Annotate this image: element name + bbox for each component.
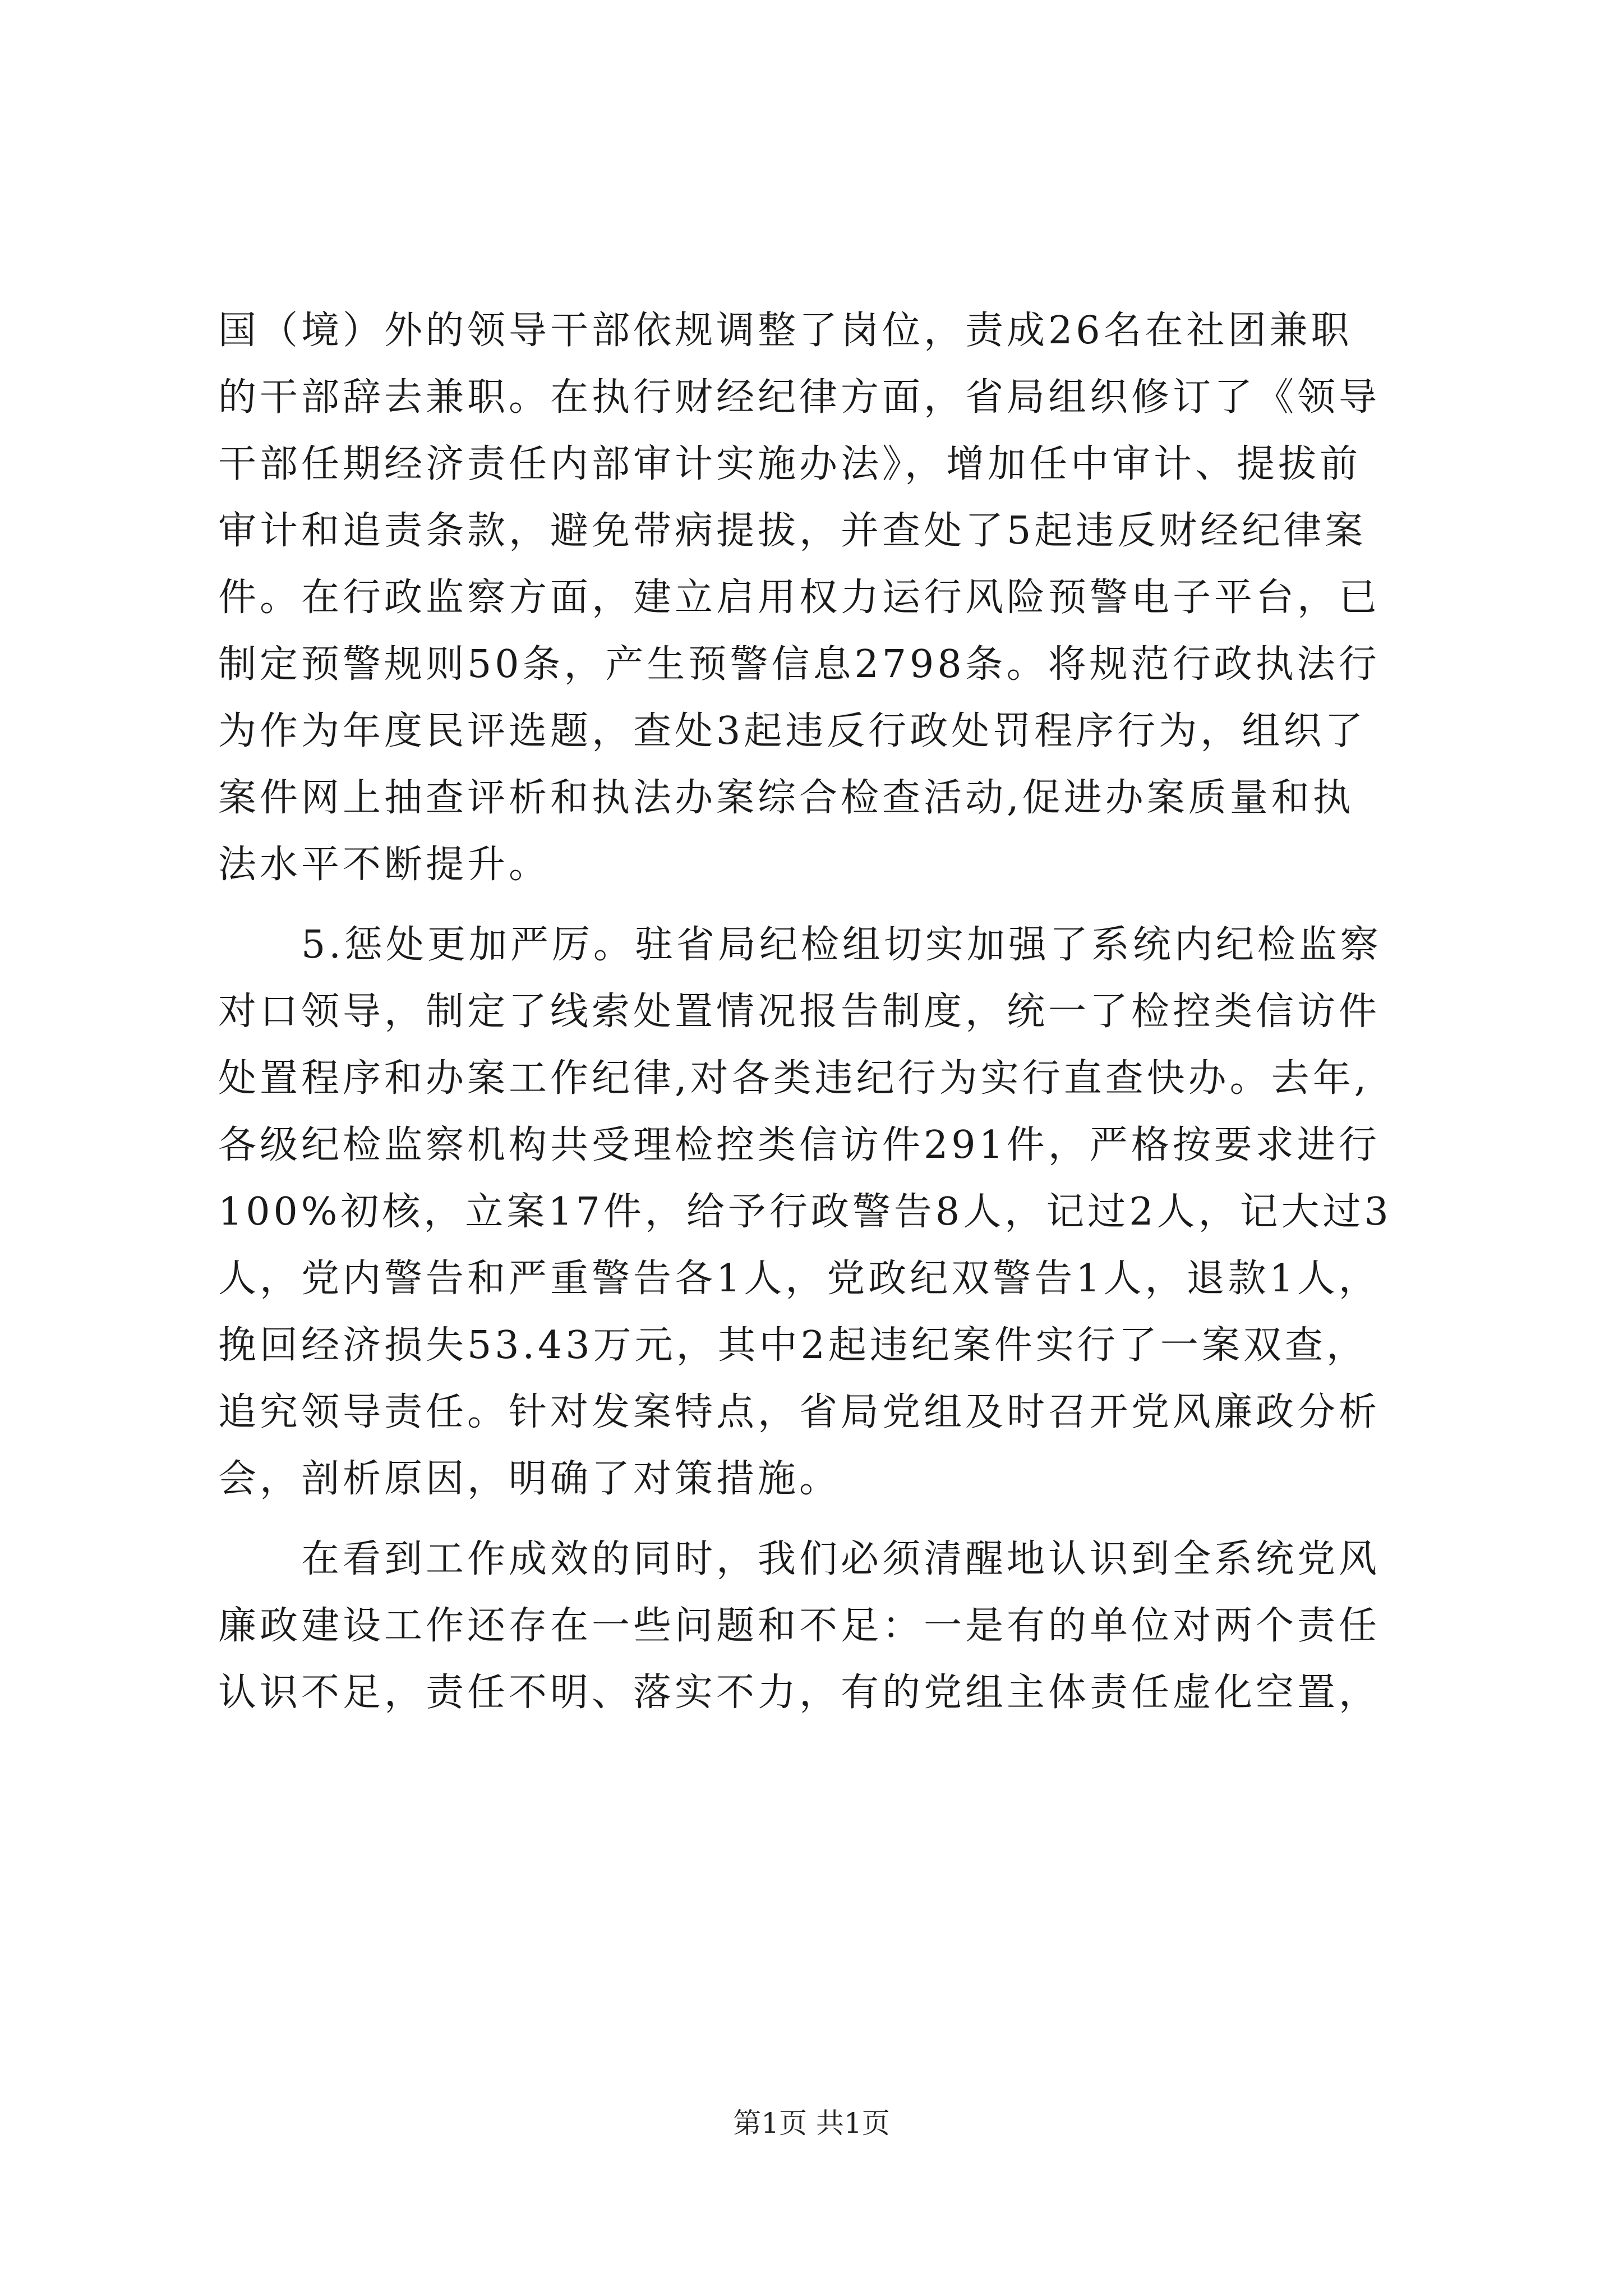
text-line: 件。在行政监察方面，建立启用权力运行风险预警电子平台，已 <box>218 576 1381 620</box>
text-line: 案件网上抽查评析和执法办案综合检查活动,促进办案质量和执 <box>218 776 1354 820</box>
text-line: 廉政建设工作还存在一些问题和不足：一是有的单位对两个责任 <box>218 1604 1381 1648</box>
text-line: 会，剖析原因，明确了对策措施。 <box>218 1457 841 1501</box>
text-line: 认识不足，责任不明、落实不力，有的党组主体责任虚化空置， <box>218 1671 1381 1715</box>
text-line: 100%初核，立案17件，给予行政警告8人，记过2人，记大过3 <box>218 1190 1392 1234</box>
text-line: 对口领导，制定了线索处置情况报告制度，统一了检控类信访件 <box>218 990 1381 1034</box>
text-line: 为作为年度民评选题，查处3起违反行政处罚程序行为，组织了 <box>218 709 1367 753</box>
paragraph-spacer <box>218 1512 1421 1526</box>
text-line: 审计和追责条款，避免带病提拔，并查处了5起违反财经纪律案 <box>218 509 1367 553</box>
paragraph-spacer <box>218 898 1421 912</box>
text-line: 的干部辞去兼职。在执行财经纪律方面，省局组织修订了《领导 <box>218 375 1381 420</box>
text-line: 各级纪检监察机构共受理检控类信访件291件，严格按要求进行 <box>218 1123 1380 1167</box>
text-line: 国（境）外的领导干部依规调整了岗位，责成26名在社团兼职 <box>218 309 1353 353</box>
text-line: 法水平不断提升。 <box>218 843 551 887</box>
paragraph-1 <box>218 297 1421 898</box>
text-line: 人，党内警告和严重警告各1人，党政纪双警告1人，退款1人， <box>218 1257 1380 1301</box>
text-line: 在看到工作成效的同时，我们必须清醒地认识到全系统党风 <box>218 1537 1381 1581</box>
text-line: 追究领导责任。针对发案特点，省局党组及时召开党风廉政分析 <box>218 1390 1381 1434</box>
paragraph-2 <box>218 912 1421 1512</box>
paragraph-3 <box>218 1526 1421 1726</box>
text-line: 制定预警规则50条，产生预警信息2798条。将规范行政执法行 <box>218 642 1380 687</box>
text-line: 5.惩处更加严厉。驻省局纪检组切实加强了系统内纪检监察 <box>218 923 1382 967</box>
body-text <box>218 297 1421 1726</box>
text-line: 挽回经济损失53.43万元，其中2起违纪案件实行了一案双查， <box>218 1323 1368 1368</box>
page-footer: 第1页 共1页 <box>733 2107 890 2139</box>
text-line: 处置程序和办案工作纪律,对各类违纪行为实行直查快办。去年, <box>218 1056 1370 1101</box>
text-line: 干部任期经济责任内部审计实施办法》，增加任中审计、提拔前 <box>218 442 1362 486</box>
